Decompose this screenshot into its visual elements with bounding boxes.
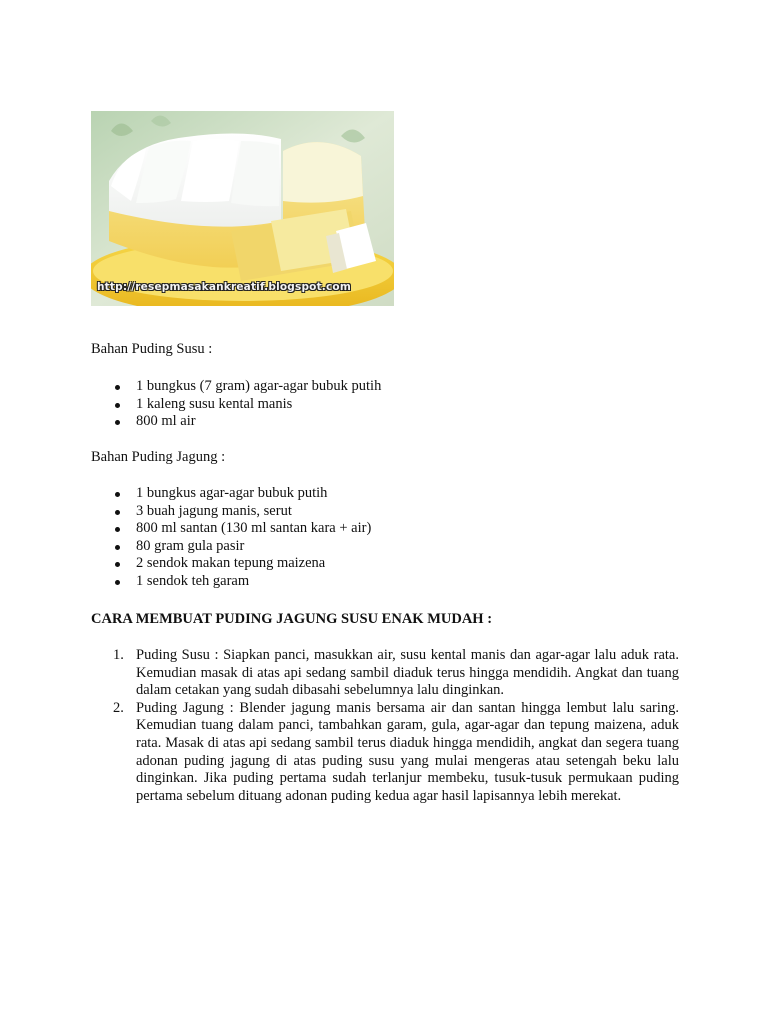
list-item: 80 gram gula pasir <box>112 538 371 556</box>
step-item <box>91 647 679 700</box>
list-item: 800 ml air <box>112 413 381 431</box>
bahan-susu-heading: Bahan Puding Susu : <box>91 341 213 357</box>
list-item: 1 bungkus (7 gram) agar-agar bubuk putih <box>112 378 381 396</box>
bahan-susu-list <box>112 378 381 431</box>
list-item: 1 kaleng susu kental manis <box>112 396 381 414</box>
step-text: Puding Jagung : Blender jagung manis bersama air dan santan hingga lembut lalu saring. Kemudian tuang dalam panci, tambahkan garam, gula, agar-agar dan tepung maizena, aduk rata. Masak di atas api sedang sambil terus diaduk hingga mendidih, angkat dan segera tuang adonan puding jagung di atas puding susu yang mulai mengeras atau setengah beku lalu dinginkan. Jika puding pertama sudah terlanjur membeku, tusuk-tusuk permukaan puding pertama sebelum dituang adonan puding kedua agar hasil lapisannya lebih merekat. <box>136 699 679 804</box>
cara-membuat-steps <box>91 647 679 805</box>
pudding-illustration <box>91 111 394 306</box>
cara-membuat-heading: CARA MEMBUAT PUDING JAGUNG SUSU ENAK MUDAH : <box>91 611 493 627</box>
list-item: 800 ml santan (130 ml santan kara + air) <box>112 520 371 538</box>
step-number: 1. <box>113 647 124 663</box>
list-item: 3 buah jagung manis, serut <box>112 503 371 521</box>
step-item <box>91 700 679 806</box>
list-item: 2 sendok makan tepung maizena <box>112 555 371 573</box>
bahan-jagung-heading: Bahan Puding Jagung : <box>91 449 226 465</box>
list-item: 1 bungkus agar-agar bubuk putih <box>112 485 371 503</box>
list-item: 1 sendok teh garam <box>112 573 371 591</box>
step-text: Puding Susu : Siapkan panci, masukkan air, susu kental manis dan agar-agar lalu aduk rata. Kemudian masak di atas api sedang sambil diaduk terus hingga mendidih. Angkat dan tuang dalam cetakan yang sudah dibasahi sebelumnya lalu dinginkan. <box>136 647 679 699</box>
photo-watermark: http://resepmasakankreatif.blogspot.com <box>97 281 351 293</box>
pudding-photo <box>91 111 394 306</box>
step-number: 2. <box>113 699 124 716</box>
bahan-jagung-list <box>112 485 371 591</box>
